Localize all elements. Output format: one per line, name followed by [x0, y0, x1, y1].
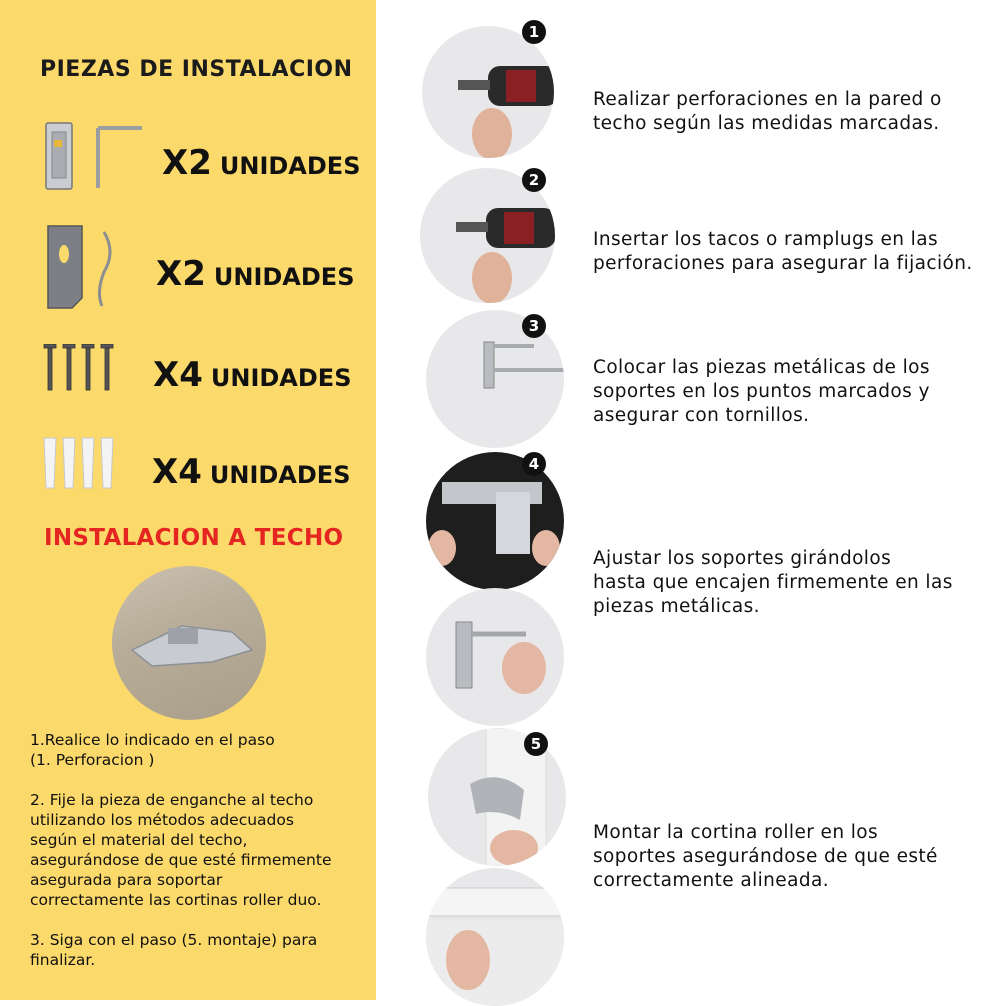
step-2-text: Insertar los tacos o ramplugs en las perforaciones para asegurar la fijación. [593, 229, 973, 274]
step-3-badge: 3 [522, 314, 546, 338]
ceiling-step-2: 2. Fije la pieza de enganche al techo utilizando los métodos adecuados según el material del techo, asegurándose de que esté firmemente asegurada para soportar correctamente las cortinas roller duo. [30, 791, 332, 909]
qty-4: X4 UNIDADES [152, 452, 351, 492]
step-4-photo-b [426, 588, 564, 726]
bracket-icon [42, 120, 146, 192]
roller-aligned-icon [426, 868, 564, 1006]
qty-1: X2 UNIDADES [162, 143, 361, 183]
step-5-photo-b [426, 868, 564, 1006]
step-1-photo [422, 26, 554, 158]
parts-panel [0, 0, 376, 1000]
bracket-adjust-icon [426, 452, 564, 590]
qty-2: X2 UNIDADES [156, 254, 355, 294]
qty-3: X4 UNIDADES [153, 355, 352, 395]
step-1-badge: 1 [522, 20, 546, 44]
step-5-text: Montar la cortina roller en los soportes asegurándose de que esté correctamente alineada. [593, 822, 938, 891]
wall-plug-icon [40, 436, 120, 490]
step-3-text: Colocar las piezas metálicas de los soportes en los puntos marcados y asegurar con tornillos. [593, 357, 930, 426]
step-5-badge: 5 [524, 732, 548, 756]
ceiling-photo [112, 566, 266, 720]
screw-icon [40, 344, 118, 392]
ceiling-step-3: 3. Siga con el paso (5. montaje) para finalizar. [30, 931, 318, 969]
ceiling-title: INSTALACION A TECHO [44, 525, 344, 551]
step-4-photo-a [426, 452, 564, 590]
drill-icon [422, 26, 554, 158]
step-1-text: Realizar perforaciones en la pared o techo según las medidas marcadas. [593, 89, 942, 134]
bracket-mounted-icon [426, 588, 564, 726]
clip-icon [42, 222, 132, 312]
step-4-badge: 4 [522, 452, 546, 476]
ceiling-bracket-icon [112, 566, 266, 720]
step-4-text: Ajustar los soportes girándolos hasta que encajen firmemente en las piezas metálicas. [593, 548, 953, 617]
ceiling-step-1: 1.Realice lo indicado en el paso (1. Perforacion ) [30, 731, 275, 769]
step-2-badge: 2 [522, 168, 546, 192]
parts-title: PIEZAS DE INSTALACION [40, 57, 353, 82]
